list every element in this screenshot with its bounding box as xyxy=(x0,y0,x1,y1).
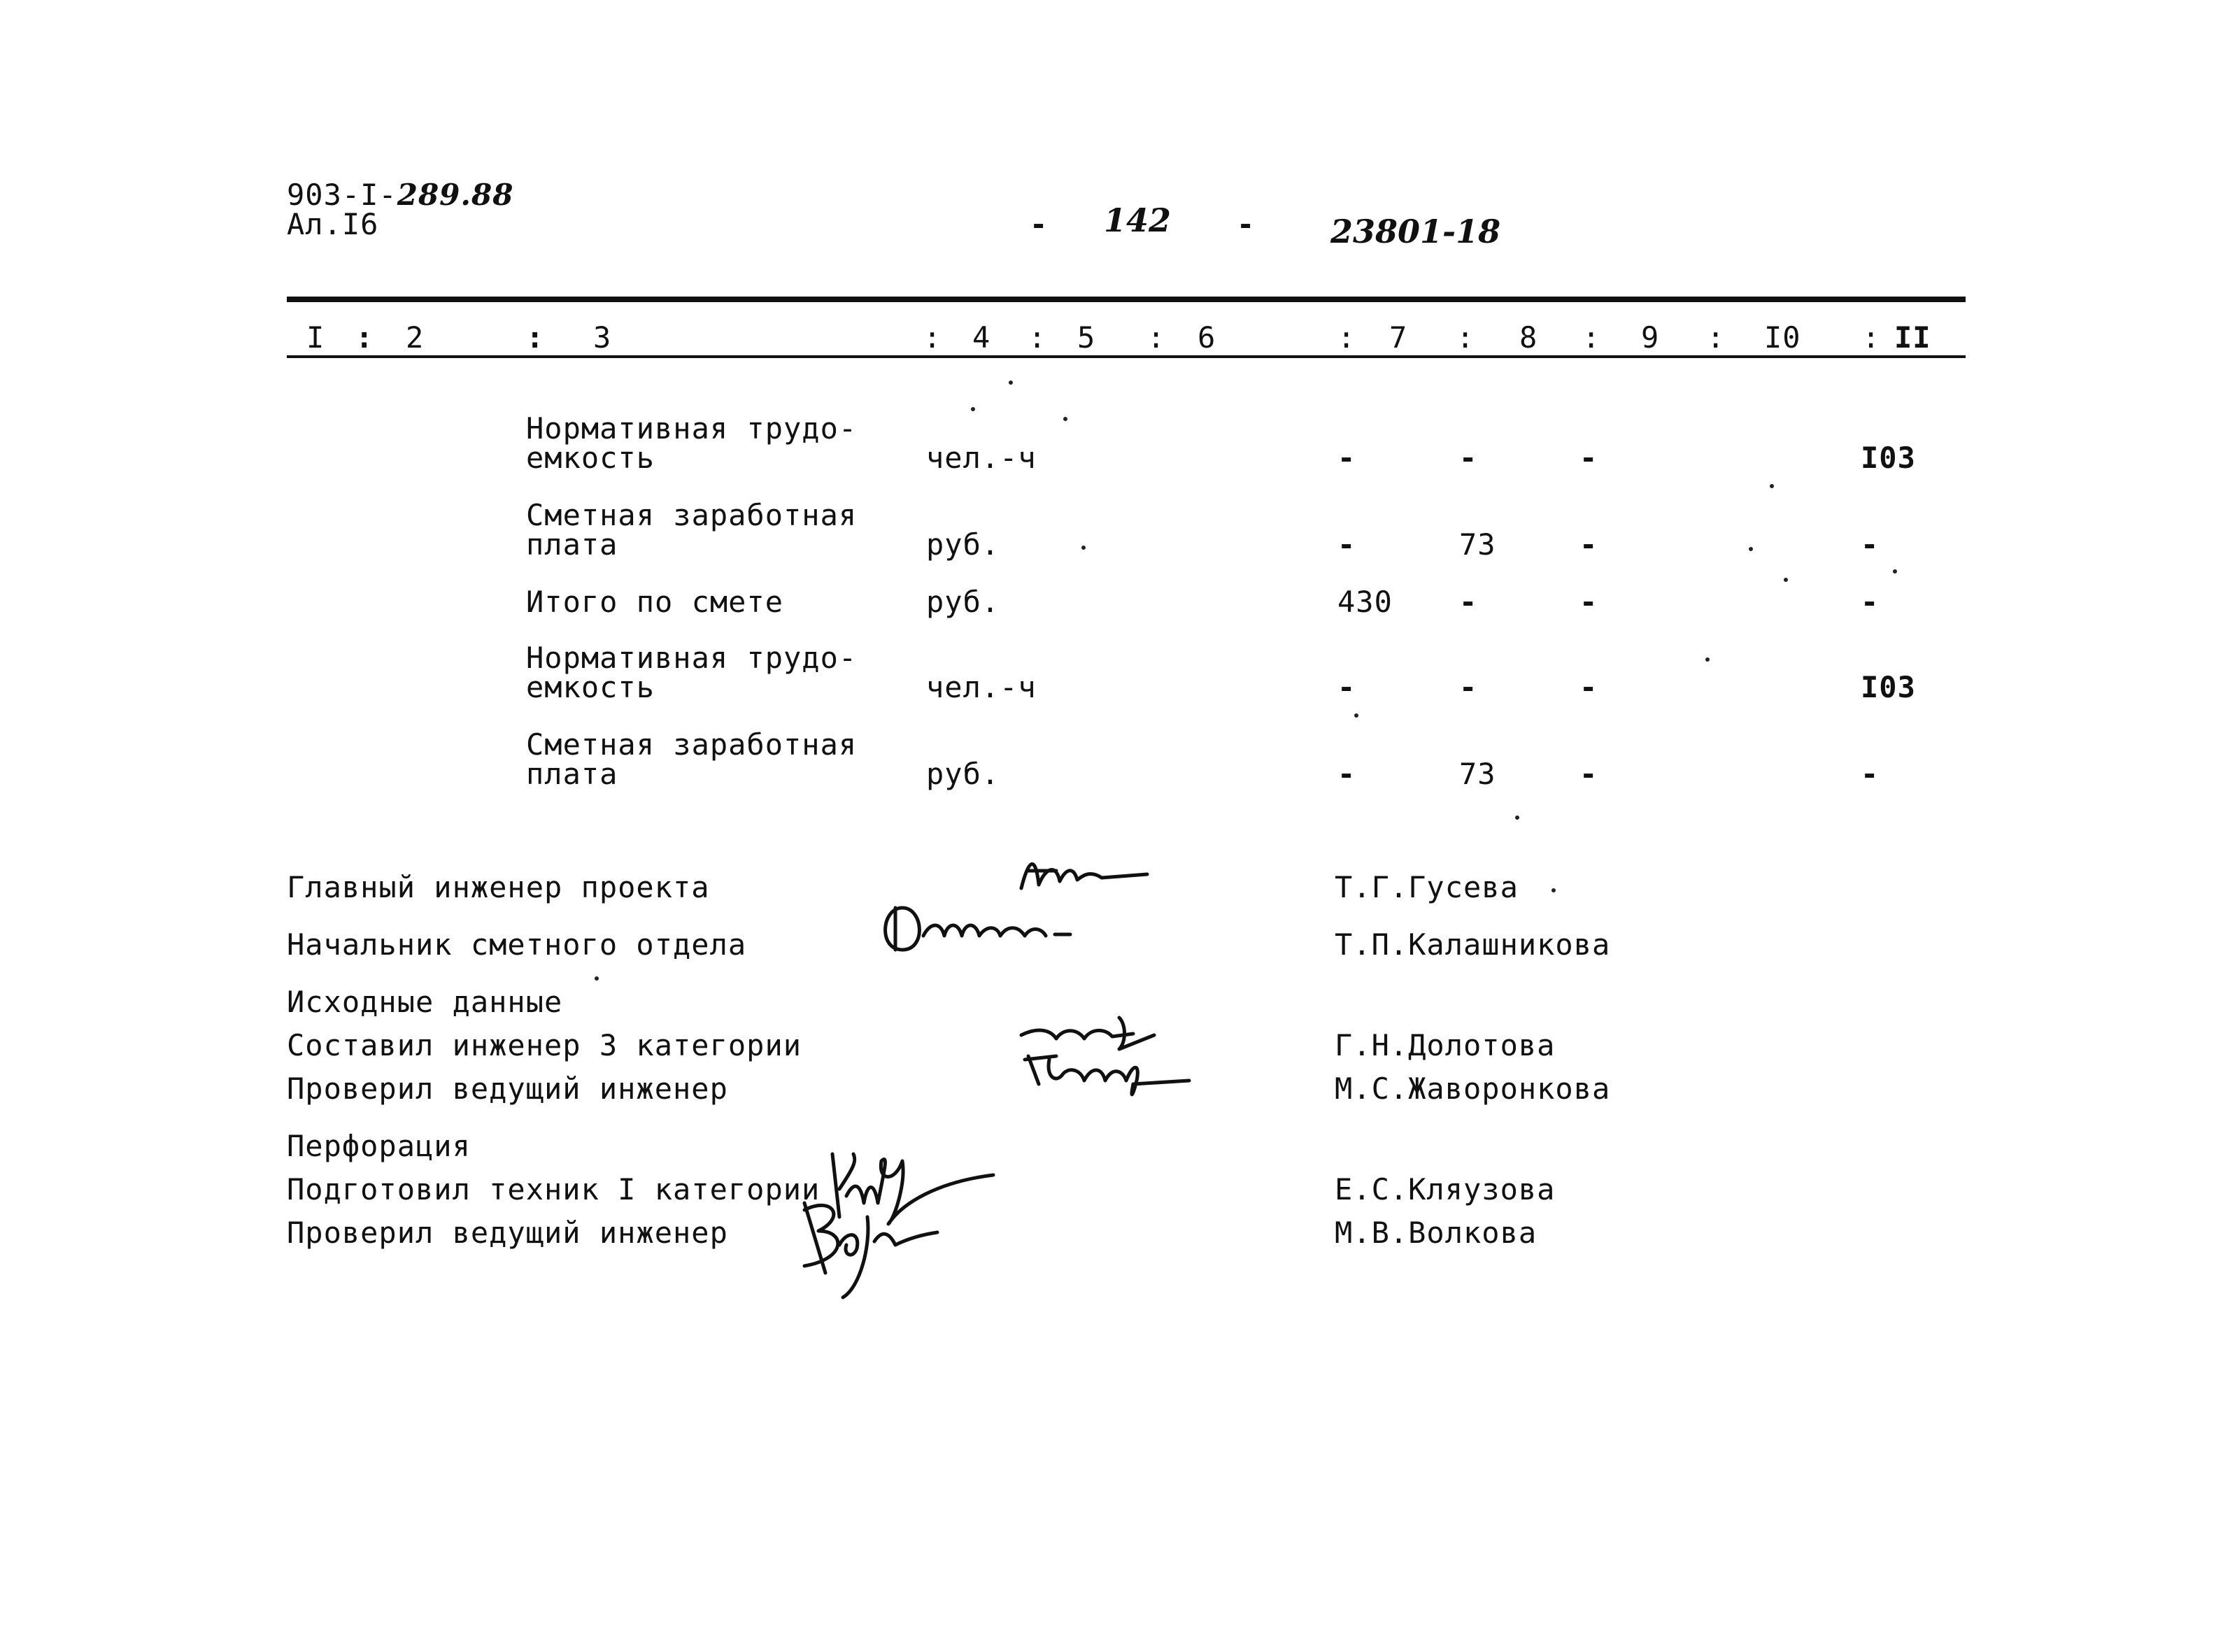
scan-speck xyxy=(1770,484,1774,488)
row-unit: чел.-ч xyxy=(926,670,1037,704)
source-data-heading: Исходные данные xyxy=(287,985,563,1019)
scan-speck xyxy=(1784,578,1788,582)
row-col7: - xyxy=(1337,670,1356,704)
row-col9: - xyxy=(1579,585,1598,619)
header-bottom-rule xyxy=(287,355,1966,358)
signature-checked-2 xyxy=(776,1189,944,1301)
scan-speck xyxy=(1009,380,1013,385)
signature-checked-1 xyxy=(1014,1042,1196,1105)
row-col11: I03 xyxy=(1861,441,1916,475)
column-sep: : xyxy=(1456,320,1475,355)
row-name-line2: плата xyxy=(526,527,618,562)
scan-speck xyxy=(1551,888,1556,892)
row-col8: - xyxy=(1459,585,1478,619)
row-name-line1: Сметная заработная xyxy=(526,498,858,532)
row-name-line1: Итого по смете xyxy=(526,585,784,619)
row-name-line2: плата xyxy=(526,757,618,791)
role-compiled: Составил инженер 3 категории xyxy=(287,1028,802,1062)
row-unit: руб. xyxy=(926,527,1000,562)
scan-speck xyxy=(1749,547,1753,551)
scan-speck xyxy=(1081,546,1086,550)
column-sep: : xyxy=(1707,320,1726,355)
document-code xyxy=(287,180,513,210)
column-number: 9 xyxy=(1641,320,1660,355)
column-number: 8 xyxy=(1519,320,1538,355)
row-col7: - xyxy=(1337,757,1356,791)
row-name-line2: емкость xyxy=(526,670,655,704)
scan-speck xyxy=(1063,417,1067,421)
role-checked-1: Проверил ведущий инженер xyxy=(287,1071,728,1106)
column-number: 4 xyxy=(972,320,991,355)
row-unit: руб. xyxy=(926,757,1000,791)
row-col9: - xyxy=(1579,441,1598,475)
column-sep: : xyxy=(1582,320,1601,355)
row-col7: - xyxy=(1337,527,1356,562)
row-col8: - xyxy=(1459,441,1478,475)
role-checked-2: Проверил ведущий инженер xyxy=(287,1216,728,1250)
page-number: 142 xyxy=(1104,201,1172,239)
row-col8: - xyxy=(1459,670,1478,704)
header-top-rule xyxy=(287,297,1966,302)
document-code-handwritten: 289.88 xyxy=(397,178,514,212)
row-col8: 73 xyxy=(1459,757,1496,791)
column-number: I0 xyxy=(1764,320,1801,355)
column-number: 2 xyxy=(406,320,425,355)
row-name-line2: емкость xyxy=(526,441,655,475)
scan-speck xyxy=(971,407,975,411)
album-number: Ал.I6 xyxy=(287,207,379,241)
perforation-heading: Перфорация xyxy=(287,1129,471,1163)
column-sep: : xyxy=(526,320,545,355)
column-sep: : xyxy=(923,320,942,355)
column-sep: : xyxy=(1028,320,1047,355)
column-number: 7 xyxy=(1389,320,1408,355)
role-chief-engineer: Главный инженер проекта xyxy=(287,870,710,904)
column-sep: : xyxy=(355,320,374,355)
row-col8: 73 xyxy=(1459,527,1496,562)
role-prepared: Подготовил техник I категории xyxy=(287,1172,821,1206)
row-unit: чел.-ч xyxy=(926,441,1037,475)
column-number: II xyxy=(1894,320,1931,355)
scan-speck xyxy=(1705,657,1710,662)
scan-speck xyxy=(1354,713,1358,718)
column-number: 6 xyxy=(1198,320,1216,355)
name-checked-1: М.С.Жаворонкова xyxy=(1335,1071,1611,1106)
column-number: I xyxy=(306,320,325,355)
row-name-line1: Сметная заработная xyxy=(526,727,858,762)
column-sep: : xyxy=(1337,320,1356,355)
column-sep: : xyxy=(1147,320,1166,355)
name-checked-2: М.В.Волкова xyxy=(1335,1216,1537,1250)
name-estimate-head: Т.П.Калашникова xyxy=(1335,927,1611,962)
column-number: 3 xyxy=(593,320,612,355)
row-col11: - xyxy=(1861,757,1880,791)
row-col7: - xyxy=(1337,441,1356,475)
row-col9: - xyxy=(1579,670,1598,704)
row-col11: - xyxy=(1861,527,1880,562)
name-chief-engineer: Т.Г.Гусева xyxy=(1335,870,1519,904)
document-code-print: 903-I- xyxy=(287,178,397,212)
column-sep: : xyxy=(1862,320,1881,355)
scan-speck xyxy=(1893,569,1897,574)
column-number: 5 xyxy=(1077,320,1096,355)
name-compiled: Г.Н.Долотова xyxy=(1335,1028,1556,1062)
row-col7: 430 xyxy=(1337,585,1393,619)
row-name-line1: Нормативная трудо- xyxy=(526,411,858,446)
name-prepared: Е.С.Кляузова xyxy=(1335,1172,1556,1206)
page-dash-right: - xyxy=(1237,207,1256,241)
scan-speck xyxy=(1515,816,1519,820)
inventory-number: 23801-18 xyxy=(1330,213,1501,250)
signature-estimate-head xyxy=(874,887,1084,964)
row-col9: - xyxy=(1579,757,1598,791)
page-dash-left: - xyxy=(1030,207,1049,241)
scan-speck xyxy=(595,976,599,981)
row-col9: - xyxy=(1579,527,1598,562)
row-col11: I03 xyxy=(1861,670,1916,704)
row-col11: - xyxy=(1861,585,1880,619)
row-unit: руб. xyxy=(926,585,1000,619)
row-name-line1: Нормативная трудо- xyxy=(526,641,858,675)
role-estimate-head: Начальник сметного отдела xyxy=(287,927,747,962)
